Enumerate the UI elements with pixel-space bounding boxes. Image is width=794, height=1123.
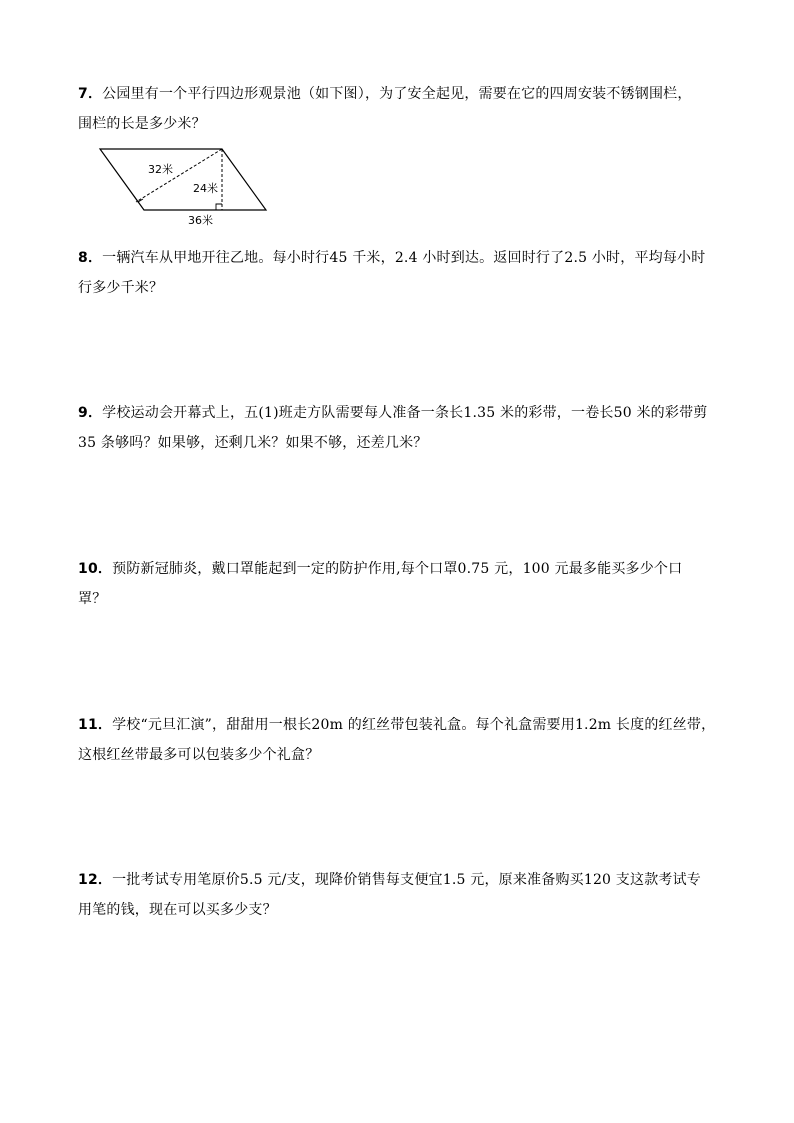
question-7 xyxy=(78,79,723,139)
question-number: 7． xyxy=(78,86,103,102)
question-10 xyxy=(78,554,723,614)
label-height: 24米 xyxy=(193,182,218,195)
question-9 xyxy=(78,398,723,458)
question-8 xyxy=(78,243,723,303)
question-8-line-1 xyxy=(78,243,723,273)
question-12-line-2: 用笔的钱，现在可以买多少支？ xyxy=(78,902,277,918)
right-angle-mark-base xyxy=(216,204,222,210)
question-number: 8． xyxy=(78,250,103,266)
question-8-line-2: 行多少千米？ xyxy=(78,280,164,296)
question-12 xyxy=(78,865,723,925)
label-side-length: 32米 xyxy=(148,163,173,176)
question-text: 预防新冠肺炎，戴口罩能起到一定的防护作用,每个口罩0.75 元，100 元最多能买多少个口 xyxy=(112,561,683,577)
question-11-line-2: 这根红丝带最多可以包装多少个礼盒？ xyxy=(78,747,320,763)
question-10-line-2: 罩？ xyxy=(78,591,107,607)
label-base: 36米 xyxy=(188,214,213,227)
question-7-line-2: 围栏的长是多少米？ xyxy=(78,116,206,132)
question-7-line-1 xyxy=(78,79,723,109)
parallelogram-shape xyxy=(100,149,266,210)
question-11 xyxy=(78,710,723,770)
question-number: 11． xyxy=(78,717,113,733)
question-11-line-1 xyxy=(78,710,723,740)
question-text: 一批考试专用笔原价5.5 元/支，现降价销售每支便宜1.5 元，原来准备购买120 支这款考试专 xyxy=(112,872,702,888)
question-text: 一辆汽车从甲地开往乙地。每小时行45 千米，2.4 小时到达。返回时行了2.5 小时，平均每小时 xyxy=(102,250,706,266)
question-text: 学校运动会开幕式上，五(1)班走方队需要每人准备一条长1.35 米的彩带，一卷长50 米的彩带剪 xyxy=(102,405,708,421)
question-12-line-1 xyxy=(78,865,723,895)
question-number: 10． xyxy=(78,561,113,577)
question-number: 12． xyxy=(78,872,113,888)
question-9-line-2: 35 条够吗？如果够，还剩几米？如果不够，还差几米？ xyxy=(78,435,428,451)
question-text: 公园里有一个平行四边形观景池（如下图），为了安全起见，需要在它的四周安装不锈钢围栏， xyxy=(102,86,692,102)
question-9-line-1 xyxy=(78,398,723,428)
parallelogram-figure xyxy=(96,146,272,228)
question-10-line-1 xyxy=(78,554,723,584)
question-text: 学校“元旦汇演”，甜甜用一根长20m 的红丝带包装礼盒。每个礼盒需要用1.2m 长度的红丝带， xyxy=(112,717,716,733)
question-number: 9． xyxy=(78,405,103,421)
